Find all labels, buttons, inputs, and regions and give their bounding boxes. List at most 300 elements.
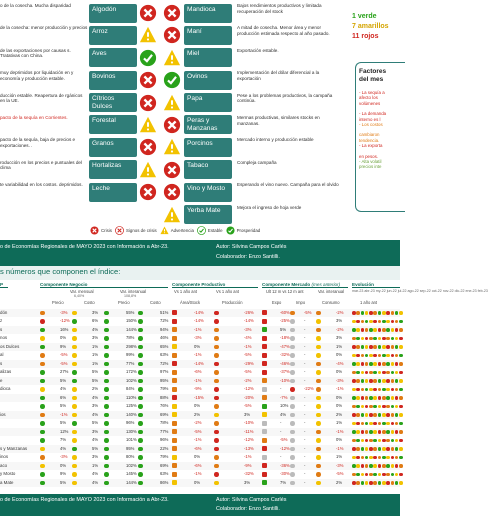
evolution-dot (382, 430, 386, 434)
status-icon-right (163, 26, 181, 44)
cell-expo: -25% (280, 318, 290, 324)
cell-prod: -32% (244, 471, 254, 477)
factors-list (359, 90, 402, 170)
indicator-mark (172, 336, 177, 341)
cell-area: -1% (194, 471, 202, 477)
evolution-dot (365, 328, 369, 332)
cell-area: 0% (194, 403, 201, 409)
factor-item: - Alta volatil (359, 159, 382, 165)
evolution-dot (365, 354, 369, 358)
footer-collaborator: Colaborador: Enzo Santilli. (216, 506, 280, 512)
right-description: A mitad de cosecha. Menor área y menor producción estimada respecto al año pasado. (237, 25, 330, 36)
evolution-dot (361, 371, 365, 375)
warning-icon (139, 161, 157, 179)
factor-item: en pesos. (359, 153, 379, 159)
indicator-mark (172, 344, 177, 349)
indicator-mark (262, 455, 267, 460)
indicator-mark (104, 362, 109, 367)
evolution-dot (373, 456, 377, 460)
evolution-dot (378, 413, 382, 417)
evolution-dot (373, 328, 377, 332)
factor-item: interno es l (359, 116, 381, 122)
evolution-dot (373, 388, 377, 392)
table-row (0, 309, 400, 317)
evolution-dot (395, 362, 399, 366)
product-label-right: Vino y Mosto (184, 183, 232, 202)
row-product-name: nos (0, 335, 8, 341)
evolution-dot (369, 405, 373, 409)
report-header-band (0, 240, 400, 266)
evolution-dot (361, 388, 365, 392)
crisis-icon (163, 4, 181, 22)
cell-impo: - (304, 403, 306, 409)
evolution-dot (352, 413, 356, 417)
cell-area: -3% (194, 335, 202, 341)
evolution-dot (395, 328, 399, 332)
table-row (0, 428, 400, 436)
row-product-name: al (0, 352, 4, 358)
evolution-dot (391, 481, 395, 485)
indicator-mark (172, 361, 177, 366)
status-icon-right (163, 138, 181, 156)
indicator-mark (138, 455, 143, 460)
indicator-mark (104, 311, 109, 316)
evolution-dot (382, 464, 386, 468)
left-description: muy deprimidos por liquidación en y economía y producción estable. (0, 70, 74, 81)
indicator-mark (138, 421, 143, 426)
cell-prod: -5% (244, 352, 252, 358)
cell-impo: - (304, 360, 306, 366)
indicator-mark (172, 378, 177, 383)
evolution-dot (365, 439, 369, 443)
evolution-dot (395, 405, 399, 409)
indicator-mark (72, 430, 77, 435)
right-description: Bajos rendimientos productivos y limitada recuperación del stock (237, 3, 322, 14)
status-row (0, 136, 346, 158)
cell-expo: - (280, 454, 282, 460)
crisis-icon (163, 183, 181, 201)
evolution-dot (361, 379, 365, 383)
cell-p1: -5% (60, 360, 68, 366)
evolution-dot (356, 354, 360, 358)
evolution-dot (352, 473, 356, 477)
evolution-dot (361, 311, 365, 315)
evolution-dot (373, 405, 377, 409)
cell-p1: 5% (60, 377, 67, 383)
left-description: pacto de la sequía, baja de precios e exportaciones. . (0, 137, 76, 148)
product-label-right: Porcinos (184, 138, 232, 157)
cell-impo: - (304, 437, 306, 443)
cell-p2: 102% (126, 377, 137, 383)
factor-item: - Los costos (359, 122, 383, 128)
evolution-dot (399, 439, 403, 443)
cell-prod: 3% (244, 479, 251, 485)
evolution-dot (356, 311, 360, 315)
evolution-dot (391, 405, 395, 409)
warning-icon (139, 116, 157, 134)
cell-c2: 76% (160, 403, 169, 409)
evolution-dot (395, 396, 399, 400)
evolution-dot (352, 320, 356, 324)
indicator-mark (172, 429, 177, 434)
indicator-mark (214, 353, 219, 358)
cell-area: -14% (194, 360, 204, 366)
evolution-dot (399, 396, 403, 400)
evolution-dot (365, 345, 369, 349)
cell-p1: -3% (60, 454, 68, 460)
evolution-dot (399, 328, 403, 332)
indicator-mark (40, 447, 45, 452)
cell-c2: 79% (160, 454, 169, 460)
product-label-right: Miel (184, 48, 232, 67)
cell-cons: 0% (336, 403, 343, 409)
evolution-dot (399, 456, 403, 460)
indicator-mark (262, 395, 267, 400)
indicator-mark (40, 438, 45, 443)
product-label-right: Maní (184, 26, 232, 45)
indicator-mark (172, 404, 177, 409)
report-collaborator: Colaborador: Enzo Santilli. (216, 254, 280, 260)
evolution-dots (352, 420, 403, 426)
footer-title: o de Economías Regionales de MAYO 2023 con Información a Abr-23. (0, 497, 169, 503)
cell-p2: 77% (126, 360, 135, 366)
status-icon-right (163, 49, 181, 67)
evolution-dot (373, 354, 377, 358)
indicator-mark (172, 319, 177, 324)
cell-cons: 0% (336, 437, 343, 443)
cell-expo: -5% (280, 437, 288, 443)
evolution-dot (361, 464, 365, 468)
evolution-dot (356, 481, 360, 485)
evolution-dot (361, 473, 365, 477)
indicator-mark (104, 421, 109, 426)
indicator-mark (72, 464, 77, 469)
evolution-dot (352, 481, 356, 485)
indicator-mark (316, 345, 321, 350)
section-subtitle: s números que componen el índice: (0, 267, 121, 276)
indicator-mark (138, 387, 143, 392)
right-description: Compleja campaña (237, 159, 277, 165)
evolution-dot (391, 430, 395, 434)
indicator-mark (104, 413, 109, 418)
evolution-dot (352, 422, 356, 426)
cell-c1: 4% (92, 437, 99, 443)
colhead-area: Área/Stock (180, 300, 201, 305)
evolution-dot (391, 328, 395, 332)
indicator-mark (214, 379, 219, 384)
indicator-mark (262, 404, 267, 409)
evolution-dots (352, 377, 403, 383)
evolution-dot (356, 371, 360, 375)
cell-cons: 1% (336, 420, 343, 426)
table-row (0, 411, 400, 419)
evolution-dot (361, 456, 365, 460)
status-icon-left (139, 161, 157, 179)
evolution-dot (352, 311, 356, 315)
cell-cons: 0% (336, 352, 343, 358)
indicator-mark (104, 336, 109, 341)
indicator-mark (72, 387, 77, 392)
evolution-dot (356, 396, 360, 400)
evolution-dot (386, 354, 390, 358)
status-panel (0, 0, 400, 240)
cell-impo: - (304, 343, 306, 349)
evolution-dot (361, 413, 365, 417)
cell-p1: 6% (60, 394, 67, 400)
evolution-dot (386, 396, 390, 400)
indicator-mark (290, 404, 295, 409)
evolution-dot (391, 362, 395, 366)
evolution-dot (395, 311, 399, 315)
cell-prod: -3% (244, 326, 252, 332)
table-row (0, 352, 400, 360)
evolution-dot (365, 413, 369, 417)
indicator-mark (262, 310, 267, 315)
indicator-mark (316, 336, 321, 341)
colhead-expo: Expo (272, 300, 282, 305)
cell-impo: - (304, 335, 306, 341)
product-label-left: Hortalizas (89, 160, 137, 179)
evolution-dot (386, 413, 390, 417)
status-row (0, 204, 346, 226)
indicator-mark (138, 447, 143, 452)
indicator-mark (172, 421, 177, 426)
indicator-mark (262, 353, 267, 358)
indicator-mark (290, 362, 295, 367)
indicator-mark (316, 464, 321, 469)
row-product-name: a Mate (0, 479, 14, 485)
evolution-dot (369, 362, 373, 366)
indicator-mark (316, 421, 321, 426)
evolution-dot (365, 430, 369, 434)
evolution-dot (382, 371, 386, 375)
evolution-dot (378, 439, 382, 443)
table-row (0, 360, 400, 368)
cell-expo: -60% (280, 309, 290, 315)
cell-expo: 5% (280, 326, 287, 332)
cell-prod: 3% (244, 411, 251, 417)
evolution-dot (386, 464, 390, 468)
evolution-dot (361, 447, 365, 451)
evolution-dot (361, 328, 365, 332)
evolution-dot (378, 362, 382, 366)
indicator-mark (104, 396, 109, 401)
cell-p2: 95% (126, 445, 135, 451)
cell-impo: - (304, 352, 306, 358)
evolution-dot (391, 396, 395, 400)
cell-c1: 4% (92, 394, 99, 400)
product-label-right: Papa (184, 93, 232, 112)
cell-area: -1% (194, 326, 202, 332)
evolution-dots (352, 445, 403, 451)
table-row (0, 471, 400, 479)
cell-impo: - (304, 326, 306, 332)
product-label-left: Bovinos (89, 71, 137, 90)
indicator-mark (172, 370, 177, 375)
status-row (0, 159, 346, 181)
evolution-dot (369, 413, 373, 417)
cell-p2: 78% (126, 335, 135, 341)
cell-p2: 80% (126, 454, 135, 460)
indicator-mark (290, 481, 295, 486)
cell-c2: 86% (160, 479, 169, 485)
cell-cons: 2% (336, 411, 343, 417)
indicator-mark (290, 319, 295, 324)
evolution-dot (378, 405, 382, 409)
cell-c1: 2% (92, 386, 99, 392)
signs-of-crisis-icon (115, 226, 124, 235)
evolution-dot (356, 430, 360, 434)
evolution-dot (391, 354, 395, 358)
evolution-dot (378, 430, 382, 434)
indicator-mark (72, 379, 77, 384)
status-icon-left (139, 71, 157, 89)
evolution-dot (365, 320, 369, 324)
cell-cons: -1% (336, 428, 344, 434)
evolution-dot (369, 456, 373, 460)
indicator-mark (214, 413, 219, 418)
indicator-mark (316, 404, 321, 409)
indicator-mark (104, 319, 109, 324)
evolution-dot (365, 388, 369, 392)
evolution-dot (373, 320, 377, 324)
evolution-dot (386, 481, 390, 485)
evolution-dot (373, 481, 377, 485)
evolution-dot (382, 396, 386, 400)
evolution-dot (386, 320, 390, 324)
legend-prosperity (226, 226, 261, 235)
colhead-consumo: Consumo (322, 300, 340, 305)
cell-c1: 3% (92, 403, 99, 409)
evolution-dot (356, 379, 360, 383)
indicator-mark (290, 438, 295, 443)
cell-c1: 6% (92, 318, 99, 324)
evolution-dot (365, 405, 369, 409)
status-icon-right (163, 4, 181, 22)
cell-area: 0% (194, 479, 201, 485)
indicator-mark (214, 319, 219, 324)
cell-p2: 172% (126, 369, 137, 375)
evolution-dots (352, 335, 403, 341)
cell-c2: 88% (160, 394, 169, 400)
status-icon-right (163, 71, 181, 89)
legend-crisis (90, 226, 112, 235)
product-label-right: Peras y Manzanas (184, 115, 232, 134)
cell-expo: -46% (280, 360, 290, 366)
index-table (0, 282, 488, 494)
legend-prosperity-label: Prosperidad (236, 227, 261, 233)
indicator-mark (262, 370, 267, 375)
evolution-dot (352, 388, 356, 392)
cell-prod: -9% (244, 462, 252, 468)
indicator-mark (262, 472, 267, 477)
evolution-dot (395, 345, 399, 349)
row-product-name: s y Manzanas (0, 445, 28, 451)
indicator-mark (138, 396, 143, 401)
indicator-mark (72, 353, 77, 358)
cell-area: -1% (194, 352, 202, 358)
right-description: Mermas productivas, similares stocks en manzanas. (237, 114, 320, 126)
indicator-mark (138, 370, 143, 375)
cell-p2: 99% (126, 352, 135, 358)
legend-crisis-label: Crisis (101, 227, 112, 233)
evolution-dot (399, 311, 403, 315)
cell-c2: 96% (160, 437, 169, 443)
right-description: Esperando el vino nuevo. Campaña para el olvido (237, 182, 339, 188)
evolution-dot (369, 320, 373, 324)
cell-cons: 2% (336, 479, 343, 485)
evolution-dot (386, 371, 390, 375)
table-row (0, 462, 400, 470)
evolution-dots (352, 394, 403, 400)
colhead-precio-2: Precio (118, 300, 130, 305)
status-icon-left (139, 116, 157, 134)
evolution-dot (378, 473, 382, 477)
evolution-dot (365, 473, 369, 477)
evolution-dot (356, 345, 360, 349)
cell-prod: -26% (244, 309, 254, 315)
cell-impo: - (304, 445, 306, 451)
product-label-left: Cítricos Dulces (89, 93, 137, 112)
indicator-mark (72, 404, 77, 409)
evolution-dot (399, 473, 403, 477)
evolution-dot (395, 413, 399, 417)
cell-impo: - (304, 377, 306, 383)
cell-p2: 101% (126, 437, 137, 443)
indicator-mark (172, 480, 177, 485)
subhead-var-int-2: Var. interanual (318, 288, 345, 294)
evolution-dot (382, 447, 386, 451)
cell-expo: -7% (280, 394, 288, 400)
indicator-mark (40, 472, 45, 477)
indicator-mark (104, 455, 109, 460)
evolution-dot (399, 371, 403, 375)
indicator-mark (104, 353, 109, 358)
cell-p1: 5% (60, 403, 67, 409)
indicator-mark (214, 345, 219, 350)
evolution-dot (369, 311, 373, 315)
group-header-evolucion: Evolución (352, 282, 400, 288)
indicator-mark (262, 438, 267, 443)
indicator-mark (72, 311, 77, 316)
right-description: Implementación del dólar diferencial a la exportación (237, 70, 320, 81)
cell-c1: 5% (92, 377, 99, 383)
evolution-dot (382, 388, 386, 392)
cell-cons: 3% (336, 318, 343, 324)
indicator-mark (138, 430, 143, 435)
evolution-dot (382, 456, 386, 460)
status-row (0, 181, 346, 203)
cell-c2: 69% (160, 411, 169, 417)
colhead-costo-2: Costo (150, 300, 161, 305)
legend-signs (115, 226, 157, 235)
evolution-dot (365, 362, 369, 366)
evolution-dot (365, 337, 369, 341)
status-icon-right (163, 183, 181, 201)
indicator-mark (72, 345, 77, 350)
row-product-name: inos (0, 454, 9, 460)
status-row (0, 114, 346, 136)
indicator-mark (262, 463, 267, 468)
evolution-dot (352, 371, 356, 375)
evolution-dot (352, 379, 356, 383)
status-icon-left (139, 138, 157, 156)
evolution-dot (386, 430, 390, 434)
indicator-mark (104, 404, 109, 409)
cell-c2: 69% (160, 462, 169, 468)
indicator-mark (214, 311, 219, 316)
evolution-dot (395, 464, 399, 468)
